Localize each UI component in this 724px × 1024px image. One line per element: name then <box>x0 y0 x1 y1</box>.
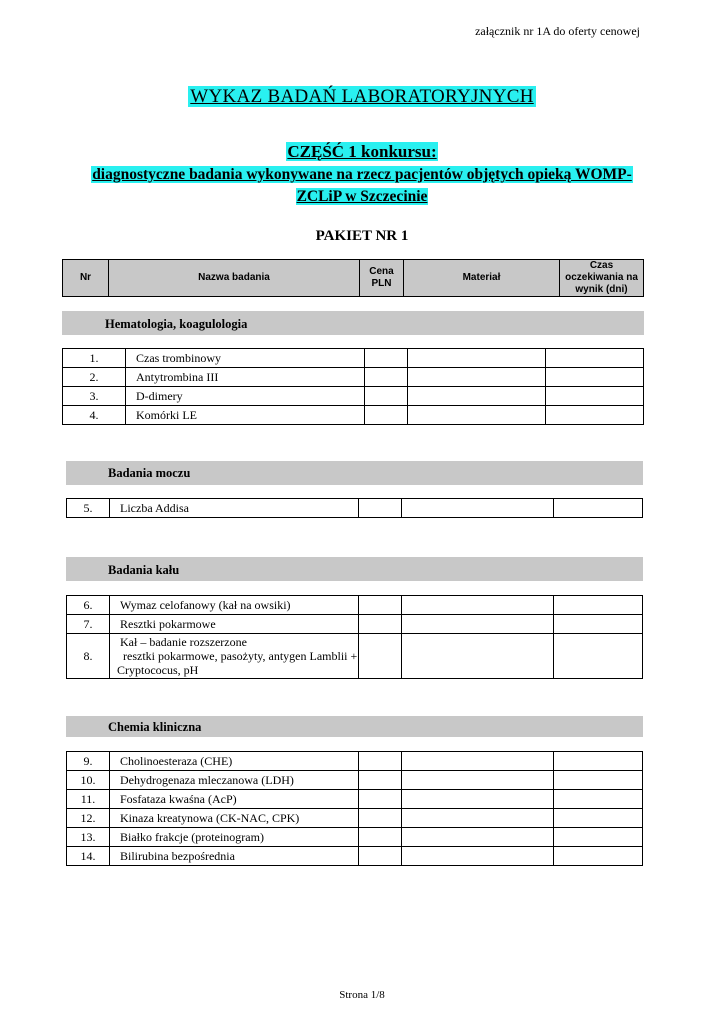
row-material <box>402 790 554 809</box>
header-time-line-1: Czas <box>589 260 614 271</box>
table-row <box>67 847 643 866</box>
table-row <box>63 349 644 368</box>
row-material <box>402 847 554 866</box>
header-price <box>360 260 404 297</box>
row-time <box>546 406 644 425</box>
row-nr: 11. <box>67 790 110 809</box>
row-time <box>554 847 643 866</box>
table-row <box>63 387 644 406</box>
row-nr: 12. <box>67 809 110 828</box>
row-price <box>365 368 408 387</box>
row-name: Cholinoesteraza (CHE) <box>110 752 359 771</box>
table-row <box>63 368 644 387</box>
table-hematology <box>62 348 644 425</box>
row-material <box>402 809 554 828</box>
row-price <box>359 847 402 866</box>
header-price-line-2: PLN <box>371 278 392 289</box>
row-material <box>408 387 546 406</box>
row-price <box>359 790 402 809</box>
row-time <box>554 752 643 771</box>
row-material <box>402 596 554 615</box>
section-clinical-chemistry: Chemia kliniczna <box>66 716 643 737</box>
document-title <box>0 86 724 108</box>
document-title-text: WYKAZ BADAŃ LABORATORYJNYCH <box>190 86 534 107</box>
row-name: Fosfataza kwaśna (AcP) <box>110 790 359 809</box>
row-material <box>402 615 554 634</box>
row-time <box>554 828 643 847</box>
table-row <box>67 809 643 828</box>
row-name: Bilirubina bezpośrednia <box>110 847 359 866</box>
header-time-line-3: wynik (dni) <box>575 284 628 295</box>
row-nr: 7. <box>67 615 110 634</box>
row-material <box>408 406 546 425</box>
row-price <box>365 349 408 368</box>
header-time <box>560 260 644 297</box>
row-name: Białko frakcje (proteinogram) <box>110 828 359 847</box>
row-name: Antytrombina III <box>126 368 365 387</box>
row-price <box>365 406 408 425</box>
header-name: Nazwa badania <box>109 260 360 297</box>
table-row <box>67 771 643 790</box>
table-row <box>67 790 643 809</box>
row-time <box>546 368 644 387</box>
row-price <box>359 499 402 518</box>
row-time <box>554 499 643 518</box>
row-price <box>359 809 402 828</box>
row-material <box>408 349 546 368</box>
row-time <box>554 634 643 679</box>
row-nr: 4. <box>63 406 126 425</box>
row-name: Dehydrogenaza mleczanowa (LDH) <box>110 771 359 790</box>
row-price <box>359 771 402 790</box>
table-clinical-chemistry <box>66 751 643 866</box>
row-material <box>402 771 554 790</box>
row-price <box>359 615 402 634</box>
row-price <box>359 828 402 847</box>
row-material <box>408 368 546 387</box>
table-urine <box>66 498 643 518</box>
header-price-line-1: Cena <box>369 266 394 277</box>
section-stool: Badania kału <box>66 557 643 581</box>
row-material <box>402 634 554 679</box>
row-time <box>546 349 644 368</box>
header-time-line-2: oczekiwania na <box>565 272 638 283</box>
row-nr: 1. <box>63 349 126 368</box>
row-time <box>554 790 643 809</box>
row-nr: 5. <box>67 499 110 518</box>
row-price <box>365 387 408 406</box>
row-nr: 8. <box>67 634 110 679</box>
row-price <box>359 596 402 615</box>
row-nr: 14. <box>67 847 110 866</box>
row-nr: 6. <box>67 596 110 615</box>
row-time <box>554 596 643 615</box>
row-time <box>554 809 643 828</box>
part-heading-line-2: diagnostyczne badania wykonywane na rzecz pacjentów objętych opieką WOMP- <box>92 166 632 183</box>
header-material: Materiał <box>404 260 560 297</box>
header-nr: Nr <box>63 260 109 297</box>
row-name: D-dimery <box>126 387 365 406</box>
row-nr: 10. <box>67 771 110 790</box>
section-urine: Badania moczu <box>66 461 643 485</box>
table-row <box>67 752 643 771</box>
row-name: Czas trombinowy <box>126 349 365 368</box>
table-header <box>62 259 644 297</box>
row-name: Kinaza kreatynowa (CK-NAC, CPK) <box>110 809 359 828</box>
page-number: Strona 1/8 <box>339 989 385 1001</box>
row-material <box>402 752 554 771</box>
row-time <box>546 387 644 406</box>
row-material <box>402 499 554 518</box>
row-name-line-2: resztki pokarmowe, pasożyty, antygen Lamblii + <box>120 649 358 663</box>
table-row <box>63 406 644 425</box>
row-time <box>554 771 643 790</box>
row-price <box>359 634 402 679</box>
row-nr: 2. <box>63 368 126 387</box>
table-row <box>67 828 643 847</box>
row-name: Komórki LE <box>126 406 365 425</box>
table-row <box>67 499 643 518</box>
row-name: Liczba Addisa <box>110 499 359 518</box>
part-heading-line-1: CZĘŚĆ 1 konkursu: <box>287 142 437 161</box>
part-heading <box>0 141 724 208</box>
table-row <box>67 596 643 615</box>
row-material <box>402 828 554 847</box>
row-name: Resztki pokarmowe <box>110 615 359 634</box>
row-time <box>554 615 643 634</box>
package-title: PAKIET NR 1 <box>315 228 409 244</box>
row-price <box>359 752 402 771</box>
table-stool <box>66 595 643 679</box>
row-name: Wymaz celofanowy (kał na owsiki) <box>110 596 359 615</box>
table-row <box>67 615 643 634</box>
row-name <box>110 634 359 679</box>
table-row <box>67 634 643 679</box>
row-name-line-1: Kał – badanie rozszerzone <box>120 635 247 649</box>
section-hematology: Hematologia, koagulologia <box>62 311 644 335</box>
part-heading-line-3: ZCLiP w Szczecinie <box>296 188 428 205</box>
row-nr: 3. <box>63 387 126 406</box>
annex-label: załącznik nr 1A do oferty cenowej <box>475 24 640 38</box>
row-name-line-3: Cryptococus, pH <box>117 663 199 677</box>
row-nr: 13. <box>67 828 110 847</box>
row-nr: 9. <box>67 752 110 771</box>
